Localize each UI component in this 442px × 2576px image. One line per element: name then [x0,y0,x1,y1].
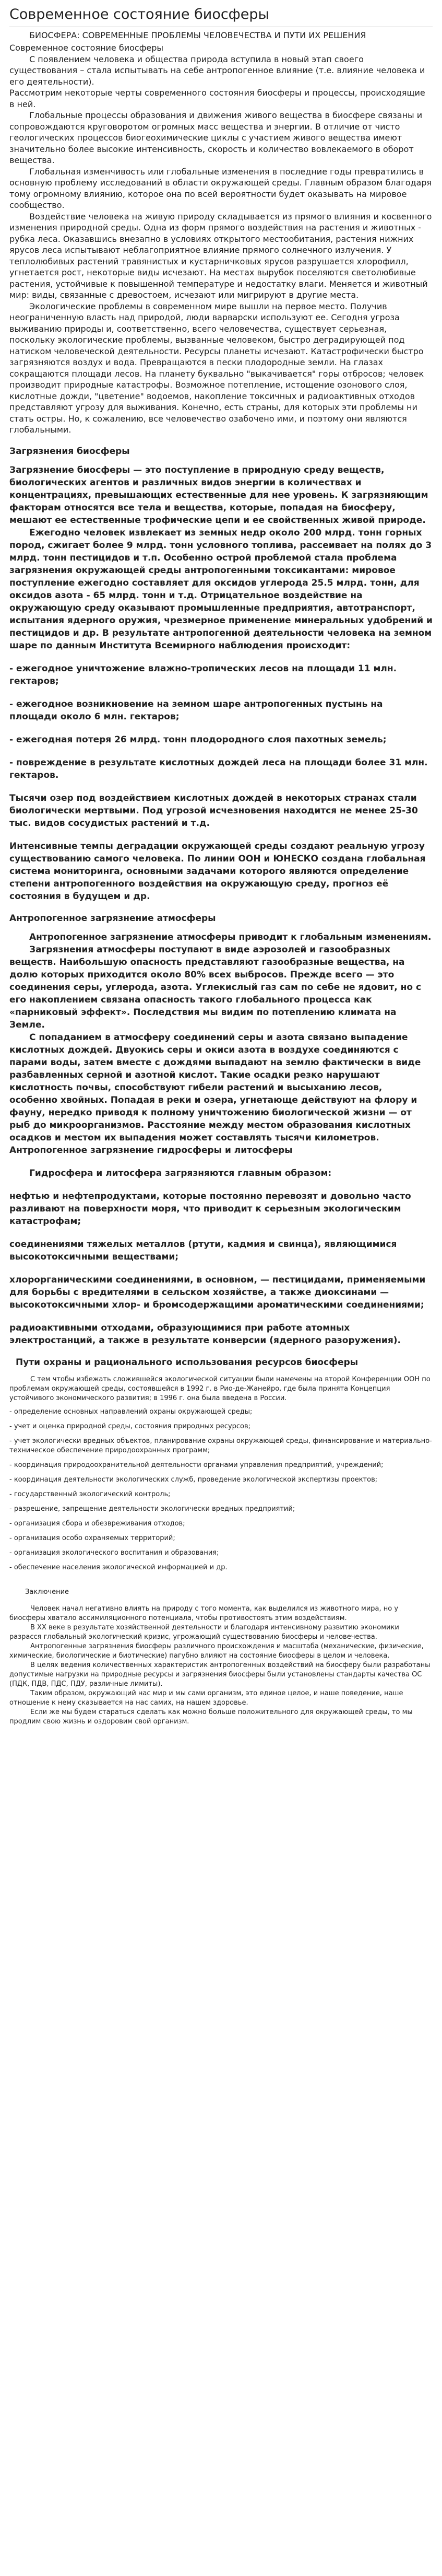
bold-list-item: - ежегодное уничтожение влажно-тропических лесов на площади 11 млн. гектаров; [9,663,397,686]
bold-paragraph: Гидросфера и литосфера загрязняются главным образом: [29,1168,332,1179]
bold-list-item: соединениями тяжелых металлов (ртути, кадмия и свинца), являющимися высокотоксичными веществами; [9,1239,397,1262]
intro-paragraph: С появлением человека и общества природа вступила в новый этап своего существования – стала испытывать на себе антропогенное влияние (т.е. влияние человека и его деятельности). [9,54,425,87]
section-heading: Заключение [25,1588,69,1596]
list-item: - разрешение, запрещение деятельности экологически вредных предприятий; [9,1505,295,1513]
list-item: - координация природоохранительной деятельности органами управления предприятий, учреждений; [9,1461,384,1469]
bold-paragraph: Антропогенное загрязнение атмосферы приводит к глобальным изменениям. [29,931,432,942]
list-item: - координация деятельности экологических служб, проведение экологической экспертизы проектов; [9,1475,378,1484]
list-item: - определение основных направлений охраны окружающей среды; [9,1407,253,1416]
list-item: - организация сбора и обезвреживания отходов; [9,1519,185,1528]
list-item: - обеспечение населения экологической информацией и др. [9,1563,228,1571]
bold-list-item: - повреждение в результате кислотных дождей леса на площади более 31 млн. гектаров. [9,757,428,780]
intro-heading: Современное состояние биосферы [9,43,164,53]
list-item: - государственный экологический контроль; [9,1490,171,1498]
intro-paragraph: Рассмотрим некоторые черты современного состояния биосферы и процессы, происходящие в ней. [9,88,425,109]
bold-list-item: хлорорганическими соединениями, в основном, — пестицидами, применяемыми для борьбы с вредителями в сельском хозяйстве, а также диоксинами — высокотоксичными хлор- и бромсодержащими ароматическими соединениями; [9,1274,426,1310]
bold-paragraph: Загрязнения атмосферы поступают в виде аэрозолей и газообразных веществ. Наибольшую опасность представляют газообразные вещества, на долю которых приходится около 80% всех выбросов. Прежде всего — это соединения серы, углерода, азота. Углекислый газ сам по себе не ядовит, но с его накоплением связана опасность такого глобального процесса как «парниковый эффект». Последствия мы видим по потеплению климата на Земле. [9,944,422,1030]
intro-paragraph: Экологические проблемы в современном мире вышли на первое место. Получив неограниченную власть над природой, люди варварски используют ее. Сегодня угроза выживанию природы и, соответственно, всего человечества, существует серьезная, поскольку экологические проблемы, вызванные человеком, быстро деградирующей под натиском человеческой деятельности. Ресурсы планеты исчезают. Катастрофически быстро загрязняются воздух и вода. Превращаются в пески плодородные земли. На глазах сокращаются площади лесов. На планету буквально "выкачивается" горы отбросов; человек производит природные катастрофы. Возможное потепление, истощение озонового слоя, кислотные дожди, "цветение" водоемов, накопление токсичных и радиоактивных отходов представляют угрозу для выживания. Конечно, есть страны, для которых эти проблемы ни стать остры. Но, к сожалению, все человечество озабочено ими, и поэтому они являются глобальными. [9,301,424,435]
page-title: Современное состояние биосферы [9,6,269,22]
paragraph: В XX веке в результате хозяйственной деятельности и благодаря интенсивному развитию экономики разрасся глобальный экологический кризис, угрожающий существованию биосферы и человечества. [9,1623,399,1641]
bold-paragraph: Интенсивные темпы деградации окружающей среды создают реальную угрозу существованию самого человека. По линии ООН и ЮНЕСКО создана глобальная система мониторинга, основными задачами которого являются определение степени антропогенного воздействия на окружающую среду, прогноз её состояния в будущем и др. [9,841,426,902]
list-item: - учет экологически вредных объектов, планирование охраны окружающей среды, финансирование и материально-техническое обеспечение природоохранных программ; [9,1437,432,1454]
paragraph: С тем чтобы избежать сложившейся экологической ситуации были намечены на второй Конференции ООН по проблемам окружающей среды, состоявшейся в 1992 г. в Рио-де-Жанейро, где была принята Концепция устойчивого экономического развития; в 1996 г. она была введена в России. [9,1375,431,1402]
paragraph: Таким образом, окружающий нас мир и мы сами организм, это единое целое, и наше поведение, наше отношение к нему сказывается на нас самих, на нашем здоровье. [9,1689,403,1707]
list-item: - учет и оценка природной среды, состояния природных ресурсов; [9,1422,251,1430]
paragraph: Антропогенные загрязнения биосферы различного происхождения и масштаба (механические, физические, химические, биологические и биотические) пагубно влияют на состояние биосферы в целом и человека. [9,1642,424,1660]
bold-list-item: радиоактивными отходами, образующимися при работе атомных электростанций, а также в результате конверсии (ядерного разоружения). [9,1322,401,1346]
conclusion-section [9,1588,433,1727]
intro-paragraph: Глобальная изменчивость или глобальные изменения в последние годы превратились в основную проблему исследований в области окружающей среды. Главным образом благодаря тому огромному влиянию, которое она по всей вероятности будет оказывать на мировое сообщество. [9,166,432,210]
bold-paragraph: Загрязнение биосферы — это поступление в природную среду веществ, биологических агентов и различных видов энергии в количествах и концентрациях, превышающих естественные для нее уровень. К загрязняющим факторам относятся все тела и вещества, которые, попадая на биосферу, мешают ее естественные трофические цепи и ее свойственных живой природе. [9,464,428,526]
intro-paragraph: Воздействие человека на живую природу складывается из прямого влияния и косвенного изменения природной среды. Одна из форм прямого воздействия на растения и животных - рубка леса. Оказавшись внезапно в условиях открытого местообитания, растения нижних ярусов леса испытывают неблагоприятное влияние прямого солнечного излучения. У теплолюбивых растений травянистых и кустарничковых ярусов разрушается хлорофилл, угнетается рост, некоторые виды исчезают. На местах вырубок поселяются светолюбивые растения, устойчивые к повышенной температуре и недостатку влаги. Меняется и животный мир: виды, связанные с древостоем, исчезают или мигрируют в другие места. [9,211,432,300]
hydrosphere-section [9,1167,433,1347]
bold-list-item: - ежегодная потеря 26 млрд. тонн плодородного слоя пахотных земель; [9,734,387,745]
section-heading: Антропогенное загрязнение атмосферы [9,913,216,924]
bold-paragraph: Антропогенное загрязнение гидросферы и литосферы [9,1145,293,1156]
bold-paragraph: Тысячи озер под воздействием кислотных дождей в некоторых странах стали биологически мертвыми. Под угрозой исчезновения находится не менее 25-30 тыс. видов сосудистых растений и т.д. [9,792,418,829]
list-item: - организация экологического воспитания и образования; [9,1548,219,1557]
list-item: - организация особо охраняемых территорий; [9,1534,175,1542]
bold-paragraph: Ежегодно человек извлекает из земных недр около 200 млрд. тонн горных пород, сжигает более 9 млрд. тонн условного топлива, рассеивает на полях до 3 млрд. тонн пестицидов и т.п. Особенно острой проблемой стала проблема загрязнения окружающей среды антропогенными токсикантами: мировое поступление ежегодно составляет для оксидов углерода 25.5 млрд. тонн, для оксидов азота - 65 млрд. тонн и т.д. Отрицательное воздействие на окружающую среду оказывают промышленные предприятия, автотранспорт, испытания ядерного оружия, чрезмерное применение минеральных удобрений и пестицидов и др. В результате антропогенной деятельности человека на земном шаре по данным Института Всемирного наблюдения происходит: [9,527,433,651]
bold-paragraph: С попаданием в атмосферу соединений серы и азота связано выпадение кислотных дождей. Двуокись серы и окиси азота в воздухе соединяются с парами воды, затем вместе с дождями выпадают на землю фактически в виде разбавленных серной и азотной кислот. Такие осадки резко нарушают кислотность почвы, способствуют гибели растений и высыханию лесов, особенно хвойных. Попадая в реки и озера, угнетающе действуют на флору и фауну, нередко приводя к полному уничтожению биологической жизни — от рыб до микроорганизмов. Расстояние между местом образования кислотных осадков и местом их выпадения может составлять тысячи километров. [9,1032,421,1143]
intro-section [9,42,433,436]
section-heading: Пути охраны и рационального использования ресурсов биосферы [16,1357,359,1368]
paragraph: Человек начал негативно влиять на природу с того момента, как выделился из животного мира, но у биосферы хватало ассимиляционного потенциала, чтобы противостоять этим воздействиям. [9,1604,399,1622]
document-subtitle: БИОСФЕРА: СОВРЕМЕННЫЕ ПРОБЛЕМЫ ЧЕЛОВЕЧЕСТВА И ПУТИ ИХ РЕШЕНИЯ [29,30,366,40]
section-heading: Загрязнения биосферы [9,446,130,457]
pollution-section [9,446,433,903]
intro-paragraph: Глобальные процессы образования и движения живого вещества в биосфере связаны и сопровождаются круговоротом огромных масс вещества и энергии. В отличие от чисто геологических процессов биогеохимические циклы с участием живого вещества имеют значительно более высокие интенсивность, скорость и количество вовлекаемого в оборот вещества. [9,110,423,165]
atmosphere-section [9,913,433,1157]
paragraph: Если же мы будем стараться сделать как можно больше положительного для окружающей среды, то мы продлим свою жизнь и оздоровим свой организм. [9,1708,413,1726]
paragraph: В целях ведения количественных характеристик антропогенных воздействий на биосферу были разработаны допустимые нагрузки на природные ресурсы и загрязнения биосферы были установлены стандарты качества ОС (ПДК, ПДВ, ПДС, ПДУ, различные лимиты). [9,1661,431,1688]
bold-list-item: - ежегодное возникновение на земном шаре антропогенных пустынь на площади около 6 млн. гектаров; [9,698,383,722]
bold-list-item: нефтью и нефтепродуктами, которые постоянно перевозят и довольно часто разливают на поверхности моря, что приводит к серьезным экологическим катастрофам; [9,1191,411,1227]
protection-section [9,1357,433,1572]
